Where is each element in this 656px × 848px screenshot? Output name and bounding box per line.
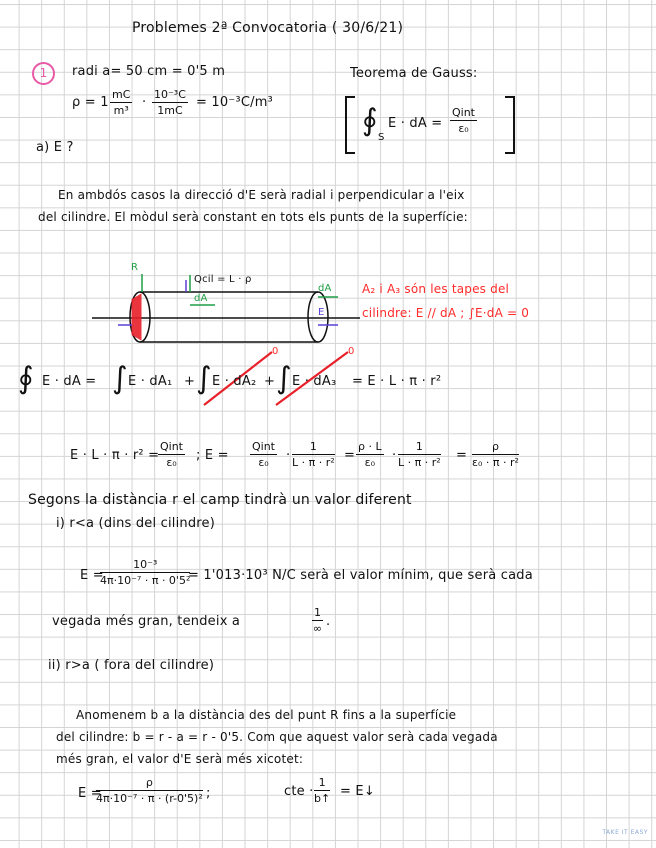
rho-rhs: = 10⁻³C/m³ [196,95,273,110]
case2-cte-num: 1 [314,776,330,791]
eq2-f4-num: ρ · L [358,440,382,453]
case1-lhs: E = [80,568,104,583]
case2-cte-frac [314,776,330,805]
eq2-frac-3 [292,440,335,469]
zero-label-2: 0 [348,346,355,357]
watermark: TAKE IT EASY [602,829,648,836]
case1-title: i) r<a (dins del cilindre) [56,516,216,531]
radius-line: radi a= 50 cm = 0'5 m [72,64,226,79]
equals: = [344,448,356,463]
case2-frac [96,776,203,805]
segons-line: Segons la distància r el camp tindrà un valor diferent [28,492,412,508]
eq1-term2: E · dA₂ [212,374,257,389]
case1-rhs: = 1'013·10³ N/C serà el valor mínim, que serà cada [188,568,533,583]
case1-den: 4π·10⁻⁷ · π · 0'5² [100,574,191,587]
case2-den: 4π·10⁻⁷ · π · (r-0'5)² [96,792,203,805]
case2-cte-den: b↑ [314,792,331,805]
figure-q-label: Qcil = L · ρ [194,274,252,285]
case2-lhs: E = [78,786,102,801]
plus: + [184,374,196,389]
eq2-f4-den: ε₀ [364,456,375,469]
case2-para-2: del cilindre: b = r - a = r - 0'5. Com que aquest valor serà cada vegada [56,730,498,744]
left-cap-fill [133,296,140,338]
gauss-title: Teorema de Gauss: [350,66,478,81]
plus: + [264,374,276,389]
gauss-num: Qint [452,106,475,119]
case1-tend-den: ∞ [312,622,323,635]
integral-icon: ∫ [112,361,128,396]
eq2-f3-num: 1 [292,440,335,455]
dot: · [142,95,147,110]
case1-line2: vegada més gran, tendeix a [52,614,241,629]
closed-integral-icon: ∮ [362,103,378,138]
problem-number: 1 [32,62,55,85]
eq2-f6-num: ρ [472,440,519,455]
period: . [326,614,331,629]
case2-title: ii) r>a ( fora del cilindre) [48,658,215,673]
eq1-term3: E · dA₃ [292,374,337,389]
eq2-frac-5 [398,440,441,469]
case2-para-3: més gran, el valor d'E serà més xicotet: [56,752,304,766]
gauss-lhs: E · dA = [388,116,443,131]
figure-R-label: R [131,262,139,273]
eq1-rhs: = E · L · π · r² [352,374,442,389]
figure-E-label: E [318,307,325,318]
eq2-mid: ; E = [196,448,229,463]
eq2-f1-num: Qint [160,440,183,453]
case1-tend-frac [312,606,323,635]
eq2-frac-1 [158,440,185,469]
eq2-lhs: E · L · π · r² = [70,448,160,463]
eq2-f5-num: 1 [398,440,441,455]
rho-lhs: ρ = 1 [72,95,109,110]
figure-note-1: A₂ i A₃ són les tapes del [362,282,510,296]
gauss-den: ε₀ [458,122,469,135]
part-a: a) E ? [36,140,74,155]
dot: · [392,448,397,463]
figure-dA-right-label: dA [318,283,332,294]
closed-integral-icon: ∮ [18,361,34,396]
rho-frac-1-den: m³ [113,104,129,117]
eq2-f5-den: L · π · r² [398,456,441,469]
equals: = [456,448,468,463]
case2-cte: cte · [284,784,314,799]
zero-label-1: 0 [272,346,279,357]
case2-sep: ; [206,786,211,801]
page-title: Problemes 2ª Convocatoria ( 30/6/21) [132,20,404,36]
case2-cte-rhs: = E↓ [340,784,375,799]
case1-num: 10⁻³ [100,558,190,573]
paragraph-line-1: En ambdós casos la direcció d'E serà radial i perpendicular a l'eix [58,188,465,202]
eq1-lhs: E · dA = [42,374,97,389]
eq2-f2-den: ε₀ [258,456,269,469]
rho-frac-2-den: 1mC [157,104,183,117]
dot: · [286,448,291,463]
rho-frac-1-num: mC [112,88,131,101]
case2-para-1: Anomenem b a la distància des del punt R fins a la superfície [76,708,457,722]
case2-num: ρ [96,776,203,791]
eq2-frac-4 [356,440,384,469]
integral-sub: S [378,132,385,143]
integral-icon: ∫ [276,361,292,396]
eq2-f1-den: ε₀ [166,456,177,469]
integral-icon: ∫ [196,361,212,396]
eq2-f6-den: ε₀ · π · r² [472,456,519,469]
rho-frac-2-num: 10⁻³C [154,88,186,101]
figure-note-2: cilindre: E // dA ; ∫E·dA = 0 [362,306,530,320]
case1-tend-num: 1 [314,606,321,619]
eq2-f3-den: L · π · r² [292,456,335,469]
figure-dA-label: dA [194,293,208,304]
eq2-f2-num: Qint [252,440,275,453]
eq2-frac-2 [250,440,277,469]
eq1-term1: E · dA₁ [128,374,173,389]
paragraph-line-2: del cilindre. El mòdul serà constant en tots els punts de la superfície: [38,210,468,224]
eq2-frac-6 [472,440,519,469]
case1-frac [100,558,190,587]
